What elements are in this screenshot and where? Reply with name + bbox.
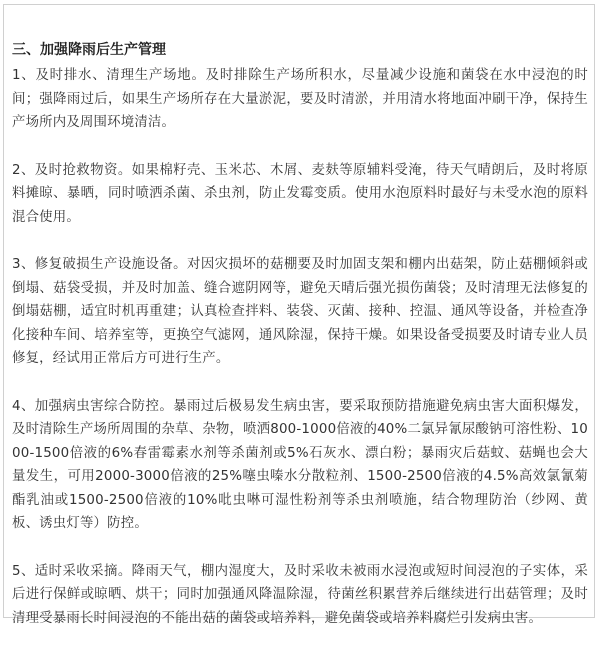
paragraph-2: 2、及时抢救物资。如果棉籽壳、玉米芯、木屑、麦麸等原辅料受淹，待天气晴朗后，及时将原料摊晾、暴晒，同时喷洒杀菌、杀虫剂，防止发霉变质。使用水泡原料时最好与未受水泡的原料混合使用。 — [12, 162, 588, 225]
paragraph-4: 4、加强病虫害综合防控。暴雨过后极易发生病虫害，要采取预防措施避免病虫害大面积爆发，及时清除生产场所周围的杂草、杂物，喷洒800-1000倍液的40%二氯异氰尿酸钠可溶性粉、1000-1500倍液的6%春雷霉素水剂等杀菌剂或5%石灰水、漂白粉；暴雨灾后菇蚊、菇蝇也会大量发生，可用2000-3000倍液的25%噻虫嗪水分散粒剂、1500-2500倍液的4.5%高效氯氰菊酯乳油或1500-2500倍液的10%吡虫啉可湿性粉剂等杀虫剂喷施，结合物理防治（纱网、黄板、诱虫灯等）防控。 — [12, 398, 588, 531]
paragraph-5: 5、适时采收采摘。降雨天气，棚内湿度大，及时采收未被雨水浸泡或短时间浸泡的子实体，采后进行保鲜或晾晒、烘干；同时加强通风降温除湿，待菌丝积累营养后继续进行出菇管理；及时清理受暴雨长时间浸泡的不能出菇的菌袋或培养料，避免菌袋或培养料腐烂引发病虫害。 — [12, 563, 588, 626]
section-title: 三、加强降雨后生产管理 — [12, 42, 166, 58]
article-body — [12, 38, 588, 654]
paragraph-3: 3、修复破损生产设施设备。对因灾损坏的菇棚要及时加固支架和棚内出菇架，防止菇棚倾斜或倒塌、菇袋受损，并及时加盖、缝合遮阴网等，避免天晴后强光损伤菌袋；及时清理无法修复的倒塌菇棚，适宜时机再重建；认真检查拌料、装袋、灭菌、接种、控温、通风等设备，并检查净化接种车间、培养室等，更换空气滤网，通风除湿，保持干燥。如果设备受损要及时请专业人员修复，经试用正常后方可进行生产。 — [12, 257, 588, 366]
paragraph-1: 1、及时排水、清理生产场地。及时排除生产场所积水，尽量减少设施和菌袋在水中浸泡的时间；强降雨过后，如果生产场所存在大量淤泥，要及时清淤，并用清水将地面冲刷干净，保持生产场所内及周围环境清洁。 — [12, 68, 588, 130]
article-frame — [3, 4, 595, 626]
